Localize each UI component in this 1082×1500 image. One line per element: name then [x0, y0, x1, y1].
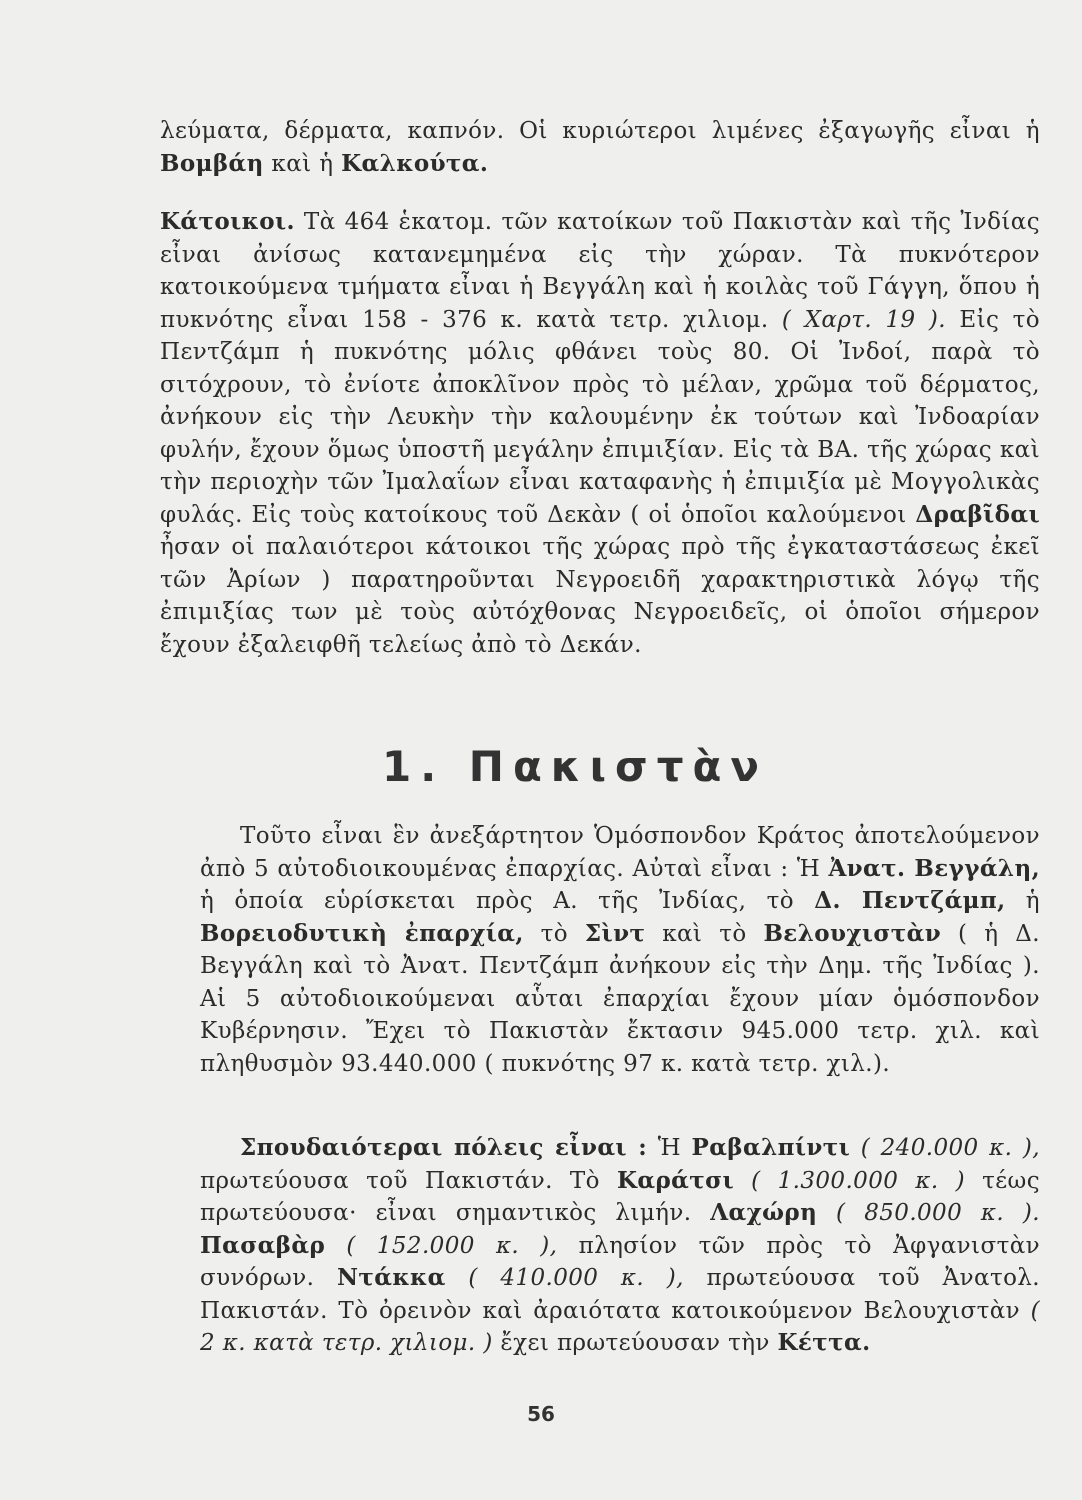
text: Εἰς τὸ Πεντζάμπ ἡ πυκνότης μόλις φθάνει τοὺς 80. Οἱ Ἰνδοί, παρὰ τὸ σιτόχρουν, τὸ ἐνίοτε ἀποκλῖνον πρὸς τὸ μέλαν, χρῶμα τοῦ δέρματος, ἀνήκουν εἰς τὴν Λευκὴν τὴν καλουμένην ἐκ τούτων καὶ Ἰνδοαρίαν φυλήν, ἔχουν ὅμως ὑποστῆ μεγάλην ἐπιμιξίαν. Εἰς τὰ ΒΑ. τῆς χώρας καὶ τὴν περιοχὴν τῶν Ἰμαλαΐων εἶναι καταφανὴς ἡ ἐπιμιξία μὲ Μογγολικὰς φυλάς. Εἰς τοὺς κατοίκους τοῦ Δεκὰν ( οἱ ὁποῖοι καλούμενοι — [160, 306, 1041, 528]
population: ( 1.300.000 κ. ) — [734, 1167, 966, 1194]
city-name: Κέττα. — [777, 1329, 871, 1356]
paragraph-inhabitants — [160, 206, 1040, 661]
city-name: Καράτσι — [617, 1166, 735, 1194]
paragraph-lead: Σπουδαιότεραι πόλεις εἶναι : — [240, 1134, 648, 1161]
bold-term: Βομβάη — [160, 149, 264, 177]
bold-term: Καλκούτα. — [341, 149, 489, 177]
city-name: Λαχώρη — [710, 1199, 818, 1226]
text: καὶ ἡ — [263, 150, 342, 177]
italic-ref: ( Χαρτ. 19 ). — [781, 306, 947, 333]
text: Τοῦτο εἶναι ἓν ἀνεξάρτητον Ὁμόσπονδον Κράτος ἀποτελούμενον ἀπὸ 5 αὐτοδιοικουμένας ἐπαρχίας. Αὐταὶ εἶναι : Ἡ — [200, 823, 1040, 882]
paragraph-exports — [160, 115, 1040, 180]
page-number: 56 — [527, 1402, 555, 1426]
bold-term: Δ. Πεντζάμπ, — [814, 887, 1006, 914]
population: ( 850.000 κ. ). — [817, 1200, 1040, 1226]
text: ἡ — [1005, 888, 1040, 914]
population: ( 240.000 κ. ), — [850, 1135, 1040, 1161]
text: Τὰ 464 ἑκατομ. τῶν κατοίκων τοῦ Πακιστὰν καὶ τῆς Ἰνδίας εἶναι ἀνίσως κατανεμημένα εἰς τὴν χώραν. Τὰ πυκνότερον κατοικούμενα τμήματα εἶναι ἡ Βεγγάλη καὶ ἡ κοιλὰς τοῦ Γάγγη, ὅπου ἡ πυκνότης εἶναι 158 - 376 κ. κατὰ τετρ. χιλιομ. — [160, 209, 1040, 333]
text: πρωτεύουσα τοῦ Πακιστάν. Τὸ — [200, 1167, 617, 1194]
density: ( 2 κ. κατὰ τετρ. χιλιομ. ) — [200, 1297, 1040, 1356]
bold-term: Σὶντ — [584, 919, 646, 947]
population: ( 152.000 κ. ), — [325, 1232, 558, 1259]
city-name: Ντάκκα — [336, 1264, 446, 1291]
text: ἦσαν οἱ παλαιότεροι κάτοικοι τῆς χώρας πρὸ τῆς ἐγκαταστάσεως ἐκεῖ τῶν Ἀρίων ) παρατηροῦνται Νεγροειδῆ χαρακτηριστικὰ λόγῳ τῆς ἐπιμιξίας των μὲ τοὺς αὐτόχθονας Νεγροειδεῖς, οἱ ὁποῖοι σήμερον ἔχουν ἐξαλειφθῆ τελείως ἀπὸ τὸ Δεκάν. — [160, 534, 1040, 658]
paragraph-pakistan-intro — [200, 820, 1040, 1080]
text: τέως πρωτεύουσα· εἶναι σημαντικὸς λιμήν. — [200, 1167, 1040, 1226]
section-title: 1. Πακιστὰν — [382, 742, 768, 791]
paragraph-cities — [200, 1132, 1040, 1360]
text: πλησίον τῶν πρὸς τὸ Ἀφγανιστὰν συνόρων. — [200, 1232, 1041, 1291]
bold-term: Βελουχιστὰν — [763, 919, 942, 947]
city-name: Ραβαλπίντι — [691, 1134, 851, 1161]
bold-term: Ἀνατ. Βεγγάλη, — [828, 854, 1040, 882]
text: ( ἡ Δ. Βεγγάλη καὶ τὸ Ἀνατ. Πεντζάμπ ἀνήκουν εἰς τὴν Δημ. τῆς Ἰνδίας ). Αἱ 5 αὐτοδιοικούμεναι αὗται ἐπαρχίαι ἔχουν μίαν ὁμόσπονδον Κυβέρνησιν. Ἔχει τὸ Πακιστὰν ἔκτασιν 945.000 τετρ. χιλ. καὶ πληθυσμὸν 93.440.000 ( πυκνότης 97 κ. κατὰ τετρ. χιλ.). — [200, 920, 1040, 1077]
text: Ἡ — [647, 1135, 692, 1161]
city-name: Πασαβὰρ — [200, 1231, 326, 1259]
bold-term: Δραβῖδαι — [915, 500, 1040, 528]
text: ἡ ὁποία εὑρίσκεται πρὸς Α. τῆς Ἰνδίας, τὸ — [200, 888, 815, 914]
section-heading — [0, 742, 1082, 791]
text: πρωτεύουσα τοῦ Ἀνατολ. Πακιστάν. Τὸ ὀρεινὸν καὶ ἀραιότατα κατοικούμενον Βελουχιστὰν — [200, 1265, 1040, 1324]
text: τὸ — [523, 920, 585, 947]
population: ( 410.000 κ. ), — [445, 1265, 684, 1291]
text: λεύματα, δέρματα, καπνόν. Οἱ κυριώτεροι λιμένες ἐξαγωγῆς εἶναι ἡ — [160, 118, 1040, 144]
text: ἔχει πρωτεύουσαν τὴν — [492, 1330, 778, 1356]
text: καὶ τὸ — [645, 920, 764, 947]
paragraph-lead: Κάτοικοι. — [160, 208, 295, 235]
bold-term: Βορειοδυτικὴ ἐπαρχία, — [200, 919, 524, 947]
